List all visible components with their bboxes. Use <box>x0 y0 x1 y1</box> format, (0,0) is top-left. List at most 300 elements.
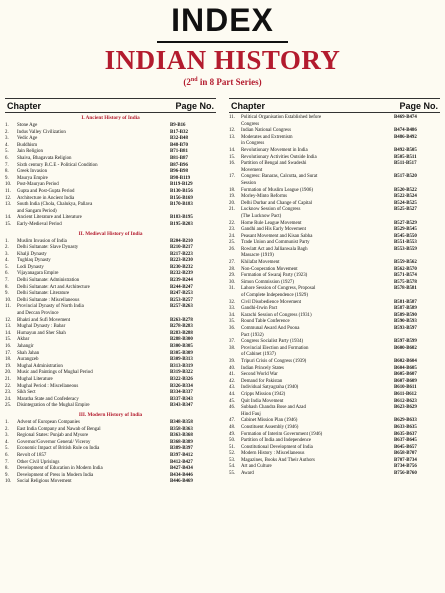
chapter-title: Political Organisation Established before <box>241 115 322 120</box>
toc-entry <box>229 319 440 326</box>
chapter-number: 8. <box>5 466 9 472</box>
page-range: B223-B230 <box>170 258 193 264</box>
page-range: B322-B326 <box>170 376 193 382</box>
page-range: B604-B605 <box>394 365 417 371</box>
chapter-number: 3. <box>5 251 9 257</box>
chapter-number: 2. <box>5 426 9 432</box>
page-range: B589-B590 <box>394 312 417 318</box>
toc-entry <box>5 473 216 480</box>
chapter-title: Pact (1932) <box>241 332 264 338</box>
toc-entry <box>229 221 440 228</box>
toc-entry <box>5 344 216 351</box>
chapter-number: 5. <box>5 446 9 452</box>
toc-entry <box>5 304 216 311</box>
chapter-number <box>229 352 241 359</box>
chapter-title: Morley-Minto Reforms <box>241 194 288 200</box>
chapter-title: Individual Satyagraha (1940) <box>241 385 299 391</box>
page-range: B637-B645 <box>394 438 417 444</box>
chapter-number: 21. <box>229 207 236 213</box>
column-header <box>5 98 216 113</box>
toc-entry <box>5 377 216 384</box>
chapter-number: 39. <box>229 358 236 364</box>
toc-entry <box>229 214 440 221</box>
column-header <box>229 98 440 113</box>
page-range: B633-B635 <box>394 424 417 430</box>
page-range: B334-B337 <box>170 390 193 396</box>
chapter-number: 46. <box>229 405 236 411</box>
chapter-number: 48. <box>229 424 236 430</box>
chapter-title: South India (Chola, Chalukya, Pallava <box>17 202 93 208</box>
chapter-number: 9. <box>5 175 9 181</box>
page-range: B98-B119 <box>170 175 191 181</box>
chapter-number: 37. <box>229 339 236 345</box>
page-range: B278-B283 <box>170 324 193 330</box>
page-range: B48-B70 <box>170 142 188 148</box>
toc-entry <box>229 141 440 148</box>
toc-entry <box>229 207 440 214</box>
page-range <box>170 209 216 216</box>
chapter-title: Subhash Chandra Bose and Azad <box>241 405 306 411</box>
toc-entry <box>229 346 440 353</box>
toc-entry <box>5 460 216 467</box>
page-range: B575-B578 <box>394 279 417 285</box>
chapter-title: Trade Union and Communist Party <box>241 240 310 246</box>
chapter-title: Khilafat Movement <box>241 260 280 266</box>
toc-entry <box>229 122 440 129</box>
page-range: B319-B322 <box>170 370 193 376</box>
chapter-number: 16. <box>5 344 12 349</box>
chapter-number: 53. <box>229 457 236 463</box>
chapter-title: Aurangzeb <box>17 357 39 363</box>
toc-entry <box>229 385 440 392</box>
toc-entry <box>5 285 216 292</box>
chapter-number: 42. <box>229 378 236 384</box>
toc-entry <box>5 169 216 176</box>
chapter-number <box>229 333 241 340</box>
toc-entry <box>229 293 440 300</box>
chapter-number: 1. <box>5 238 9 244</box>
page-range: B629-B633 <box>394 418 417 424</box>
chapter-title: Khalji Dynasty <box>17 251 47 257</box>
toc-entry <box>5 440 216 447</box>
page-range: B524-B525 <box>394 200 417 206</box>
page-range: B529-B545 <box>394 227 417 233</box>
chapter-number: 8. <box>5 169 9 175</box>
chapter-title: Partition of India and Independence <box>241 438 312 444</box>
page-range: B32-B48 <box>170 136 188 142</box>
title-underline <box>157 41 288 43</box>
chapter-title: Hind Fauj <box>241 411 261 417</box>
chapter-number: 19. <box>229 194 236 200</box>
left-rows <box>5 115 216 486</box>
chapter-number: 13. <box>229 134 236 140</box>
chapter-number: 6. <box>5 271 9 277</box>
page-range <box>394 352 440 359</box>
chapter-title: Maratha State and Confederacy <box>17 396 79 402</box>
chapter-title: Ancient Literature and Literature <box>17 215 82 221</box>
section-heading: I. Ancient History of India <box>81 115 140 121</box>
toc-entry <box>229 418 440 425</box>
chapter-number: 18. <box>5 357 12 363</box>
toc-entry <box>229 115 440 122</box>
right-rows <box>229 115 440 478</box>
chapter-number: 18. <box>229 187 236 193</box>
page-range: B300-B305 <box>170 344 193 349</box>
toc-entry <box>229 392 440 399</box>
page-range: B590-B593 <box>394 319 417 325</box>
toc-entry <box>229 359 440 366</box>
chapter-title: Disintegration of the Mughal Empire <box>17 403 90 409</box>
toc-entry <box>5 239 216 246</box>
chapter-number: 31. <box>229 286 236 292</box>
chapter-number: 12. <box>229 128 236 134</box>
page-range: B247-B253 <box>170 291 193 297</box>
chapter-number: 47. <box>229 418 236 424</box>
toc-entry <box>5 420 216 427</box>
page-range: B707-B734 <box>394 457 417 463</box>
toc-entry <box>229 372 440 379</box>
toc-entry <box>5 202 216 209</box>
toc-entry <box>5 156 216 163</box>
chapter-number: 19. <box>5 363 12 369</box>
page-range: B578-B581 <box>394 286 417 292</box>
chapter-number <box>229 253 241 260</box>
chapter-number: 7. <box>5 162 9 168</box>
series-suffix: in 8 Part Series) <box>197 77 262 87</box>
page-range: B96-B98 <box>170 169 188 175</box>
toc-entry <box>5 298 216 305</box>
page-range: B119-B129 <box>170 182 193 188</box>
toc-entry <box>5 176 216 183</box>
chapter-number: 13. <box>5 202 12 208</box>
chapter-title: Art and Culture <box>241 464 272 470</box>
chapter-number: 21. <box>5 376 12 382</box>
page-range <box>394 293 440 300</box>
chapter-title: Tughlaq Dynasty <box>17 258 51 264</box>
chapter-number: 1. <box>5 123 9 128</box>
toc-entry <box>229 286 440 293</box>
chapter-title: Communal Award And Poona <box>241 326 300 331</box>
page-range: B597-B599 <box>394 339 417 345</box>
toc-entry <box>5 163 216 170</box>
page-range: B525-B527 <box>394 207 417 213</box>
toc-entry <box>5 143 216 150</box>
toc-entry <box>5 384 216 391</box>
chapter-number: 25. <box>229 240 236 246</box>
chapter-title: Modern History : Miscellaneous <box>241 451 305 457</box>
chapter-number: 55. <box>229 471 236 477</box>
page-range <box>394 333 440 340</box>
page-range: B612-B623 <box>394 398 417 404</box>
page-range: B734-B756 <box>394 464 417 470</box>
chapter-number <box>229 412 241 419</box>
chapter-title: Rowlatt Act and Jallianwala Bagh <box>241 246 308 252</box>
page-range: B343-B347 <box>170 403 193 409</box>
page-range: B232-B239 <box>170 271 193 277</box>
page-range <box>394 214 440 221</box>
section-heading: III. Modern History of India <box>78 411 143 418</box>
toc-entry <box>5 466 216 473</box>
chapter-title: Indus Valley Civilization <box>17 129 66 135</box>
page-range: B217-B223 <box>170 251 193 257</box>
chapter-title: Sixth century B.C.E - Political Condition <box>17 162 98 168</box>
page-range: B348-B358 <box>170 419 193 425</box>
toc-entry <box>229 168 440 175</box>
page-range: B611-B612 <box>394 391 417 397</box>
chapter-number: 45. <box>229 398 236 404</box>
toc-entry <box>5 271 216 278</box>
toc-entry <box>5 390 216 397</box>
chapter-title: Quit India Movement <box>241 398 284 404</box>
page-range: B263-B278 <box>170 317 193 323</box>
chapter-number: 14. <box>5 215 12 221</box>
toc-entry <box>5 311 216 318</box>
chapter-title: Provincial Election and Formation <box>241 345 309 351</box>
chapter-title: Advent of European Companies <box>17 419 80 425</box>
toc-entry <box>5 403 216 410</box>
page-range: B9-B16 <box>170 123 186 128</box>
section-heading: II. Medieval History of India <box>78 230 143 237</box>
chapter-number: 24. <box>5 396 12 402</box>
page-range: B427-B434 <box>170 466 193 472</box>
chapter-number: 9. <box>5 472 9 478</box>
toc-entry <box>229 267 440 274</box>
chapter-title: Governor/Governor General/ Viceroy <box>17 439 91 445</box>
page-range: B600-B602 <box>394 345 417 351</box>
page-range: B326-B334 <box>170 383 193 389</box>
page-range: B593-B597 <box>394 326 417 331</box>
chapter-title: Home Rule League Movement <box>241 220 302 226</box>
chapter-title: Formation of Interim Government (1946) <box>241 431 323 437</box>
chapter-title: Bhakti and Sufi Movement <box>17 317 71 323</box>
toc-entry <box>5 479 216 486</box>
page-range: B204-B210 <box>170 238 193 244</box>
chapter-number <box>229 181 241 188</box>
page-range: B313-B319 <box>170 363 193 369</box>
toc-entry <box>229 412 440 419</box>
page-range: B559-B562 <box>394 260 417 266</box>
page-range: B551-B553 <box>394 240 417 246</box>
chapter-title: Indian Princely States <box>241 365 284 371</box>
toc-entry <box>229 326 440 333</box>
book-subtitle: INDIAN HISTORY <box>104 45 341 75</box>
page-range <box>394 141 440 148</box>
toc-entry <box>5 182 216 189</box>
page-range <box>394 168 440 175</box>
chapter-title: Formation of Swaraj Party (1923) <box>241 273 308 279</box>
chapter-title: Lahore Session of Congress, Proposal <box>241 286 316 292</box>
chapter-header: Chapter <box>7 100 42 111</box>
chapter-number: 34. <box>229 312 236 318</box>
page-range: B288-B300 <box>170 337 193 343</box>
page-range: B545-B550 <box>394 233 417 239</box>
toc-entry <box>229 128 440 135</box>
chapter-title: Music and Paintings of Mughal Period <box>17 370 93 376</box>
toc-entry <box>5 215 216 222</box>
chapter-title: of Complete Independence (1929) <box>241 293 308 299</box>
toc-entry <box>229 366 440 373</box>
page-range: B71-B81 <box>170 149 188 155</box>
toc-entry <box>5 196 216 203</box>
chapter-title: Humayun and Sher Shah <box>17 330 66 336</box>
chapter-title: Session <box>241 180 256 186</box>
chapter-number: 49. <box>229 431 236 437</box>
chapter-title: Development of Education in Modern India <box>17 466 103 472</box>
chapter-number: 28. <box>229 266 236 272</box>
toc-entry <box>5 258 216 265</box>
page-range: B610-B611 <box>394 385 417 391</box>
chapter-number <box>229 122 241 129</box>
toc-entry <box>5 245 216 252</box>
chapter-number: 2. <box>5 245 9 251</box>
chapter-title: Magazines, Books And Their Authors <box>241 457 315 463</box>
chapter-number: 12. <box>5 317 12 323</box>
toc-entry <box>229 379 440 386</box>
chapter-title: Karachi Session of Congress (1931) <box>241 312 312 318</box>
chapter-number: 3. <box>5 433 9 439</box>
chapter-number: 7. <box>5 459 9 465</box>
chapter-number <box>229 293 241 300</box>
chapter-title: Vedic Age <box>17 136 38 142</box>
toc-entry <box>229 148 440 155</box>
chapter-number: 9. <box>5 291 9 297</box>
chapter-number: 10. <box>5 479 12 485</box>
chapter-title: East India Company and Nawab of Bengal <box>17 426 101 432</box>
chapter-number <box>5 209 17 216</box>
chapter-title: Gandhi-Irwin Pact <box>241 306 278 312</box>
series-note <box>0 77 445 87</box>
toc-entry <box>229 333 440 340</box>
chapter-number: 7. <box>5 278 9 284</box>
chapter-title: and Deccan Province <box>17 311 59 317</box>
chapter-number: 20. <box>5 370 12 376</box>
toc-entry <box>5 433 216 440</box>
page-range <box>394 253 440 260</box>
page-range: B446-B469 <box>170 479 193 485</box>
chapter-number: 3. <box>5 136 9 142</box>
chapter-number: 23. <box>5 390 12 396</box>
chapter-title: Delhi Sultanate: Art and Architecture <box>17 284 90 290</box>
series-sup: nd <box>190 77 198 83</box>
chapter-title: Mughal Dynasty : Babar <box>17 324 66 330</box>
toc-entry <box>229 155 440 162</box>
chapter-number: 30. <box>229 279 236 285</box>
toc-entry <box>229 464 440 471</box>
page-range: B527-B529 <box>394 220 417 226</box>
chapter-number: 15. <box>5 337 12 343</box>
page-range: B511-B517 <box>394 161 417 167</box>
page-range: B170-B183 <box>170 202 193 208</box>
toc-entry <box>229 438 440 445</box>
page-range: B522-B524 <box>394 194 417 200</box>
toc-entry <box>5 130 216 137</box>
chapter-title: Social Religious Movement <box>17 479 72 485</box>
chapter-header: Chapter <box>231 100 266 111</box>
toc-entry <box>5 318 216 325</box>
chapter-number: 40. <box>229 365 236 371</box>
chapter-number: 20. <box>229 200 236 206</box>
toc-entry <box>5 324 216 331</box>
chapter-number: 15. <box>229 154 236 160</box>
page-range: B517-B520 <box>394 174 417 180</box>
page-range: B195-B203 <box>170 221 193 227</box>
chapter-title: Regional States: Punjab and Mysore <box>17 433 89 439</box>
chapter-title: Gupta and Post-Gupta Period <box>17 188 75 194</box>
toc-entry <box>229 471 440 478</box>
chapter-title: Congress: Banaras, Calcutta, and Surat <box>241 174 318 180</box>
toc-entry <box>5 351 216 358</box>
page-range: B363-B368 <box>170 433 193 439</box>
toc-entry <box>229 253 440 260</box>
page-range: B553-B559 <box>394 246 417 252</box>
chapter-title: (The Lucknow Pact) <box>241 213 282 219</box>
toc-entry <box>229 280 440 287</box>
left-column <box>5 98 216 486</box>
chapter-title: Architecture in Ancient India <box>17 195 75 201</box>
chapter-number: 8. <box>5 284 9 290</box>
chapter-number: 36. <box>229 326 236 331</box>
chapter-title: of Cabinet (1937) <box>241 352 276 358</box>
page-no-header: Page No. <box>175 100 214 111</box>
chapter-number: 5. <box>5 149 9 155</box>
toc-entry <box>229 273 440 280</box>
chapter-title: Award <box>241 471 254 477</box>
toc-entry <box>229 161 440 168</box>
page-range: B658-B707 <box>394 451 417 457</box>
chapter-title: Peasant Movement and Kisan Sabha <box>241 233 313 239</box>
chapter-number: 4. <box>5 258 9 264</box>
toc-entry <box>5 209 216 216</box>
chapter-title: Shah Jahan <box>17 350 40 356</box>
page-range: B505-B511 <box>394 154 417 160</box>
chapter-title: Congress <box>241 121 260 127</box>
toc-entry <box>229 174 440 181</box>
chapter-number: 54. <box>229 464 236 470</box>
toc-entry <box>5 123 216 130</box>
page-range <box>394 122 440 129</box>
toc-entry <box>229 181 440 188</box>
chapter-number: 2. <box>5 129 9 135</box>
chapter-title: Cripps Mission (1942) <box>241 391 286 397</box>
toc-entry <box>5 291 216 298</box>
page-range: B587-B589 <box>394 306 417 312</box>
chapter-title: Tripuri Crisis of Congress (1939) <box>241 358 307 364</box>
chapter-title: Round Table Conference <box>241 319 290 325</box>
toc-entry <box>229 306 440 313</box>
page-range: B412-B427 <box>170 459 193 465</box>
page-range: B469-B474 <box>394 115 417 120</box>
page-range: B571-B574 <box>394 273 417 279</box>
chapter-title: Lucknow Session of Congress <box>241 207 301 213</box>
chapter-title: Revolutionary Movement in India <box>241 147 308 153</box>
chapter-number: 17. <box>5 350 12 356</box>
chapter-number: 17. <box>229 174 236 180</box>
chapter-title: Congress Socialist Party (1934) <box>241 339 304 345</box>
chapter-title: Lodi Dynasty <box>17 264 44 270</box>
chapter-title: Mughal Administration <box>17 363 63 369</box>
page-range: B434-B446 <box>170 472 193 478</box>
toc-entry <box>229 188 440 195</box>
chapter-number: 23. <box>229 227 236 233</box>
chapter-title: Shaiva, Bhagavata Religion <box>17 155 72 161</box>
page-range: B581-B587 <box>394 299 417 305</box>
page-range: B239-B244 <box>170 278 193 284</box>
chapter-title: Jahangir <box>17 344 34 349</box>
toc-entry <box>229 458 440 465</box>
chapter-number: 15. <box>5 221 12 227</box>
toc-entry <box>229 234 440 241</box>
toc-entry <box>5 337 216 344</box>
